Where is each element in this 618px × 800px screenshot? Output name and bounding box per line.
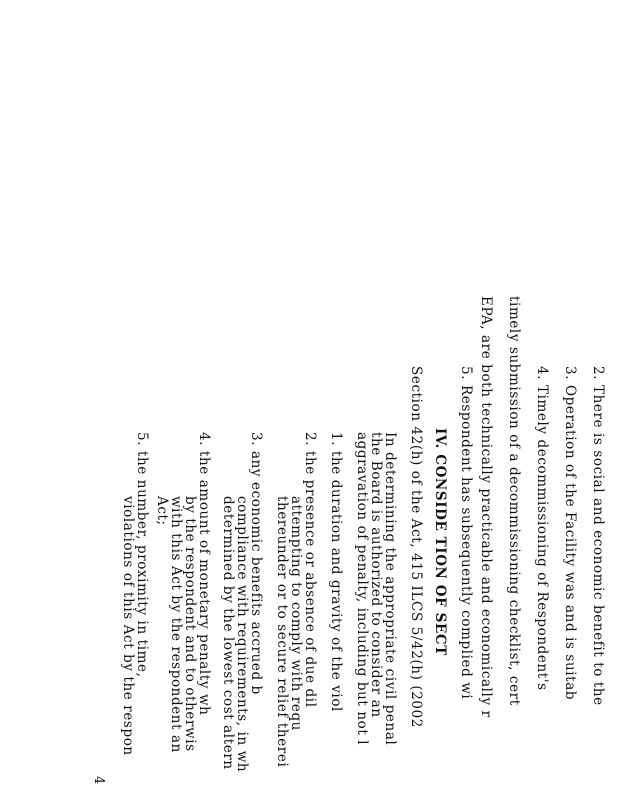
- factor-1-line: 1. the duration and gravity of the viol: [328, 432, 344, 712]
- quote-line-1: In determining the appropriate civil penal: [382, 432, 398, 746]
- factor-3-line-3: determined by the lowest cost altern: [220, 496, 236, 770]
- quote-line-2: the Board is authorized to consider an: [368, 432, 384, 718]
- factor-2-line-1: 2. the presence or absence of due dil: [302, 432, 318, 708]
- factor-4-line-4: Act;: [154, 496, 170, 526]
- factor-2-line-3: thereunder or to secure relief therei: [274, 496, 290, 768]
- page-number: 4: [91, 776, 106, 785]
- section-intro-line: Section 42(h) of the Act, 415 ILCS 5/42(h) (2002: [408, 366, 424, 728]
- factor-3-line-1: 3. any economic benefits accrued b: [248, 432, 264, 695]
- section-heading: IV. CONSIDE TION OF SECT: [432, 428, 448, 656]
- factor-4-line-2: by the respondent and to otherwis: [182, 496, 198, 752]
- item-4-continuation-line-2: EPA, are both technically practicable and economically r: [478, 296, 494, 718]
- factor-5-line-2: violations of this Act by the respon: [120, 496, 136, 756]
- item-3-line: 3. Operation of the Facility was and is suitab: [562, 366, 578, 701]
- factor-5-line-1: 5. the number, proximity in time,: [134, 432, 150, 678]
- factor-4-line-3: with this Act by the respondent an: [168, 496, 184, 753]
- item-4-line: 4. Timely decommissioning of Respondent's: [534, 366, 550, 691]
- factor-3-line-2: compliance with requirements, in wh: [234, 496, 250, 773]
- item-2-line: 2. There is social and economic benefit to the: [590, 366, 606, 706]
- quote-line-3: aggravation of penalty, including but not l: [354, 432, 370, 746]
- factor-4-line-1: 4. the amount of monetary penalty wh: [196, 432, 212, 716]
- factor-2-line-2: attempting to comply with requ: [288, 496, 304, 731]
- item-4-continuation-line-1: timely submission of a decommissioning checklist, cert: [506, 296, 522, 706]
- item-5-line: 5. Respondent has subsequently complied wi: [458, 366, 474, 700]
